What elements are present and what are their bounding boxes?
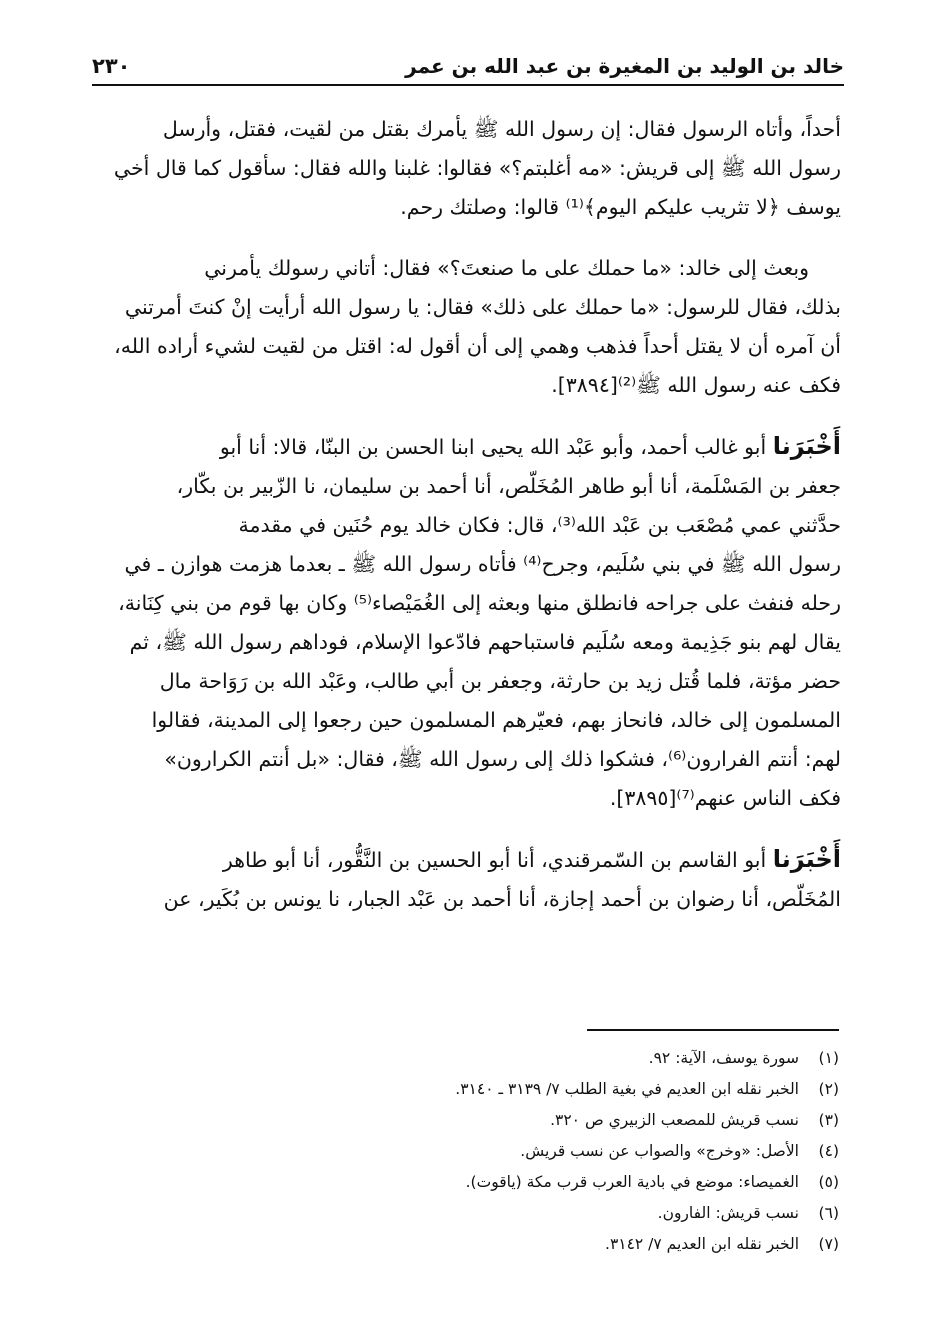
footnote-number: (٣)	[818, 1111, 839, 1129]
text-line	[93, 427, 841, 467]
text-line-content: أبو غالب أحمد، وأبو عَبْد الله يحيى ابنا الحسن بن البنّا، قالا: أنا أبو	[219, 435, 767, 459]
main-text	[93, 110, 841, 941]
footnote	[279, 1198, 839, 1229]
paragraph	[93, 249, 841, 405]
text-line: رحله فنفث على جراحه فانطلق منها وبعثه إلى الغُمَيْصاء⁽⁵⁾ وكان بها قوم من بني كِنَانة،	[118, 591, 841, 615]
text-line: بذلك، فقال للرسول: «ما حملك على ذلك» فقال: يا رسول الله أرأيت إنْ كنتَ أمرتني	[124, 295, 841, 319]
page-number: ٢٣٠	[92, 54, 131, 78]
footnote-text: الغميصاء: موضع في بادية العرب قرب مكة (ياقوت).	[465, 1173, 799, 1191]
page-header	[92, 50, 844, 86]
text-line: يوسف ﴿لا تثريب عليكم اليوم﴾⁽¹⁾ قالوا: وصلتك رحم.	[400, 195, 841, 219]
footnote	[279, 1167, 839, 1198]
text-line: رسول الله ﷺ في بني سُلَيم، وجرح⁽⁴⁾ فأتاه رسول الله ﷺ ـ بعدما هزمت هوازن ـ في	[124, 552, 841, 576]
text-line: جعفر بن المَسْلَمة، أنا أبو طاهر المُخَلّص، أنا أحمد بن سليمان، نا الزّبير بن بكّار،	[176, 474, 841, 498]
khabarana-lead: أَخْبَرَنا	[772, 432, 841, 460]
text-line: لهم: أنتم الفرارون⁽⁶⁾، فشكوا ذلك إلى رسول الله ﷺ، فقال: «بل أنتم الكرارون»	[164, 747, 841, 771]
footnote	[279, 1043, 839, 1074]
text-line: فكف الناس عنهم⁽⁷⁾[٣٨٩٥].	[609, 786, 841, 810]
footnote-text: الأصل: «وخرج» والصواب عن نسب قريش.	[520, 1142, 799, 1160]
footnote-number: (٧)	[818, 1235, 839, 1253]
footnote-number: (٥)	[818, 1173, 839, 1191]
running-title: خالد بن الوليد بن المغيرة بن عبد الله بن عمر	[405, 54, 844, 78]
footnote-text: الخبر نقله ابن العديم في بغية الطلب ٧/ ٣١٣٩ ـ ٣١٤٠.	[455, 1080, 799, 1098]
paragraph	[93, 840, 841, 919]
footnote-number: (١)	[818, 1049, 839, 1067]
text-line: وبعث إلى خالد: «ما حملك على ما صنعتَ؟» فقال: أتاني رسولك يأمرني	[204, 256, 809, 280]
footnote	[279, 1074, 839, 1105]
text-line: رسول الله ﷺ إلى قريش: «مه أغلبتم؟» فقالوا: غلبنا والله فقال: سأقول كما قال أخي	[113, 156, 841, 180]
footnote	[279, 1105, 839, 1136]
footnote-number: (٦)	[818, 1204, 839, 1222]
text-line	[93, 840, 841, 880]
footnotes	[279, 1043, 839, 1260]
text-line: يقال لهم بنو جَذِيمة ومعه سُلَيم فاستباحهم فادّعوا الإسلام، فوداهم رسول الله ﷺ، ثم	[129, 630, 841, 654]
text-line: حدَّثني عمي مُصْعَب بن عَبْد الله⁽³⁾، قال: فكان خالد يوم حُنَين في مقدمة	[238, 513, 841, 537]
khabarana-lead: أَخْبَرَنا	[772, 845, 841, 873]
footnote-text: سورة يوسف، الآية: ٩٢.	[648, 1049, 799, 1067]
footnote-text: نسب قريش: الفارون.	[657, 1204, 799, 1222]
footnote-text: الخبر نقله ابن العديم ٧/ ٣١٤٢.	[605, 1235, 799, 1253]
footnote-number: (٤)	[818, 1142, 839, 1160]
text-line: أن آمره أن لا يقتل أحداً فذهب وهمي إلى أن أقول له: اقتل من لقيت لشيء أراده الله،	[114, 334, 841, 358]
paragraph	[93, 427, 841, 818]
footnote	[279, 1229, 839, 1260]
footnote	[279, 1136, 839, 1167]
text-line: المسلمون إلى خالد، فانحاز بهم، فعيّرهم المسلمون حين رجعوا إلى المدينة، فقالوا	[151, 708, 841, 732]
text-line: المُخَلّص، أنا رضوان بن أحمد إجازة، أنا أحمد بن عَبْد الجبار، نا يونس بن بُكَير، عن	[163, 887, 841, 911]
text-line: أحداً، وأتاه الرسول فقال: إن رسول الله ﷺ يأمرك بقتل من لقيت، فقتل، وأرسل	[162, 117, 841, 141]
text-line: حضر مؤتة، فلما قُتل زيد بن حارثة، وجعفر بن أبي طالب، وعَبْد الله بن رَوَاحة مال	[159, 669, 841, 693]
footnote-divider	[587, 1029, 839, 1031]
footnote-text: نسب قريش للمصعب الزبيري ص ٣٢٠.	[550, 1111, 799, 1129]
text-line-content: أبو القاسم بن السّمرقندي، أنا أبو الحسين بن النَّقُّور، أنا أبو طاهر	[222, 848, 767, 872]
paragraph	[93, 110, 841, 227]
footnote-number: (٢)	[818, 1080, 839, 1098]
text-line: فكف عنه رسول الله ﷺ⁽²⁾[٣٨٩٤].	[551, 373, 841, 397]
